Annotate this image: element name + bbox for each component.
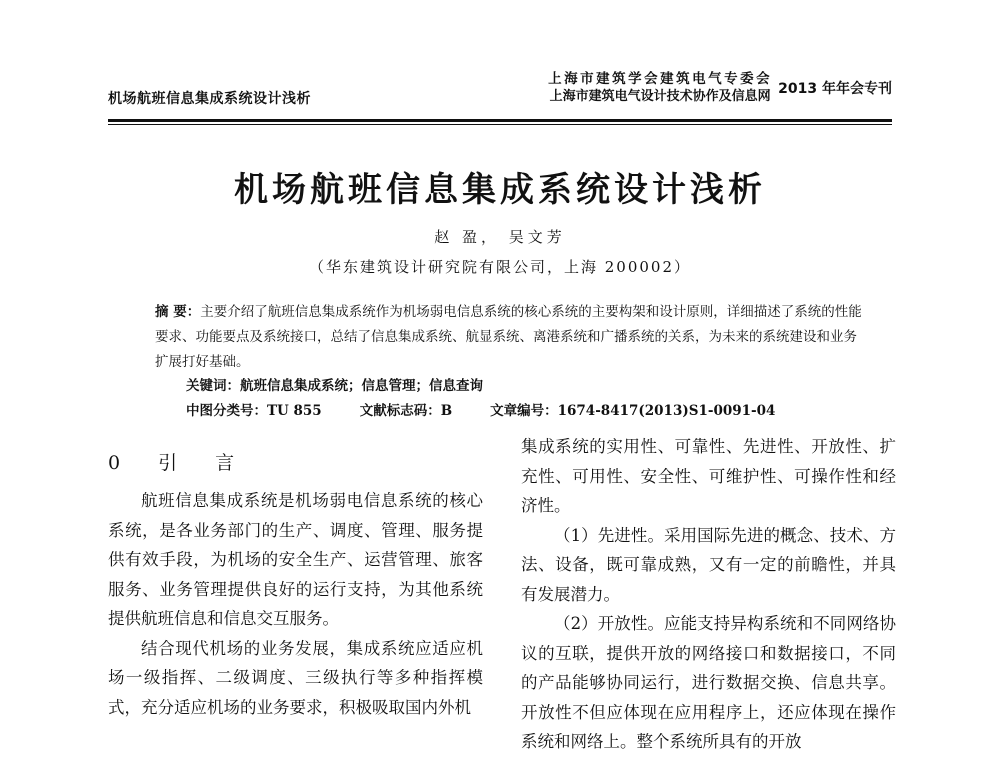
organization-line-1: 上海市建筑学会建筑电气专委会 bbox=[548, 71, 773, 87]
header-rule-thick bbox=[108, 119, 892, 122]
keywords: 关键词：航班信息集成系统；信息管理；信息查询 bbox=[186, 378, 483, 394]
article-number: 文章编号：1674-8417(2013)S1-0091-04 bbox=[490, 403, 776, 419]
paragraph: （2）开放性。应能支持异构系统和不同网络协议的互联，提供开放的网络接口和数据接口，不同的产品能够协同运行，进行数据交换、信息共享。开放性不但应体现在应用程序上，还应体现在操作系统和网络上。整个系统所具有的开放 bbox=[521, 614, 896, 751]
organization-block bbox=[548, 70, 772, 105]
classification-line bbox=[186, 399, 813, 419]
clc-number: 中图分类号：TU 855 bbox=[186, 403, 322, 419]
document-code: 文献标志码：B bbox=[359, 403, 453, 419]
organization-line-2: 上海市建筑电气设计技术协作及信息网 bbox=[549, 89, 771, 104]
article-title: 机场航班信息集成系统设计浅析 bbox=[234, 170, 766, 210]
paragraph: （1）先进性。采用国际先进的概念、技术、方法、设备，既可靠成熟，又有一定的前瞻性，并具有发展潜力。 bbox=[521, 525, 896, 604]
right-column bbox=[521, 432, 896, 757]
left-column bbox=[108, 486, 483, 722]
paragraph: 航班信息集成系统是机场弱电信息系统的核心系统，是各业务部门的生产、调度、管理、服务提供有效手段，为机场的安全生产、运营管理、旅客服务、业务管理提供良好的运行支持，为其他系统提供航班信息和信息交互服务。 bbox=[108, 491, 483, 628]
abstract bbox=[155, 300, 867, 375]
section-heading: 0 引 言 bbox=[108, 452, 251, 474]
abstract-label: 摘 要： bbox=[155, 304, 201, 320]
running-title: 机场航班信息集成系统设计浅析 bbox=[108, 91, 311, 107]
article-authors: 赵 盈， 吴文芳 bbox=[434, 228, 566, 246]
issue-label: 2013 年年会专刊 bbox=[778, 80, 892, 97]
abstract-text: 主要介绍了航班信息集成系统作为机场弱电信息系统的核心系统的主要构架和设计原则，详细描述了系统的性能要求、功能要点及系统接口，总结了信息集成系统、航显系统、离港系统和广播系统的关系，为未来的系统建设和业务扩展打好基础。 bbox=[155, 304, 862, 370]
article-affiliation: （华东建筑设计研究院有限公司，上海 200002） bbox=[308, 258, 692, 276]
journal-header bbox=[548, 70, 892, 105]
paragraph: 结合现代机场的业务发展，集成系统应适应机场一级指挥、二级调度、三级执行等多种指挥模式，充分适应机场的业务要求，积极吸取国内外机 bbox=[108, 638, 483, 717]
paragraph: 集成系统的实用性、可靠性、先进性、开放性、扩充性、可用性、安全性、可维护性、可操作性和经济性。 bbox=[521, 437, 896, 515]
header-rule-thin bbox=[108, 124, 892, 125]
